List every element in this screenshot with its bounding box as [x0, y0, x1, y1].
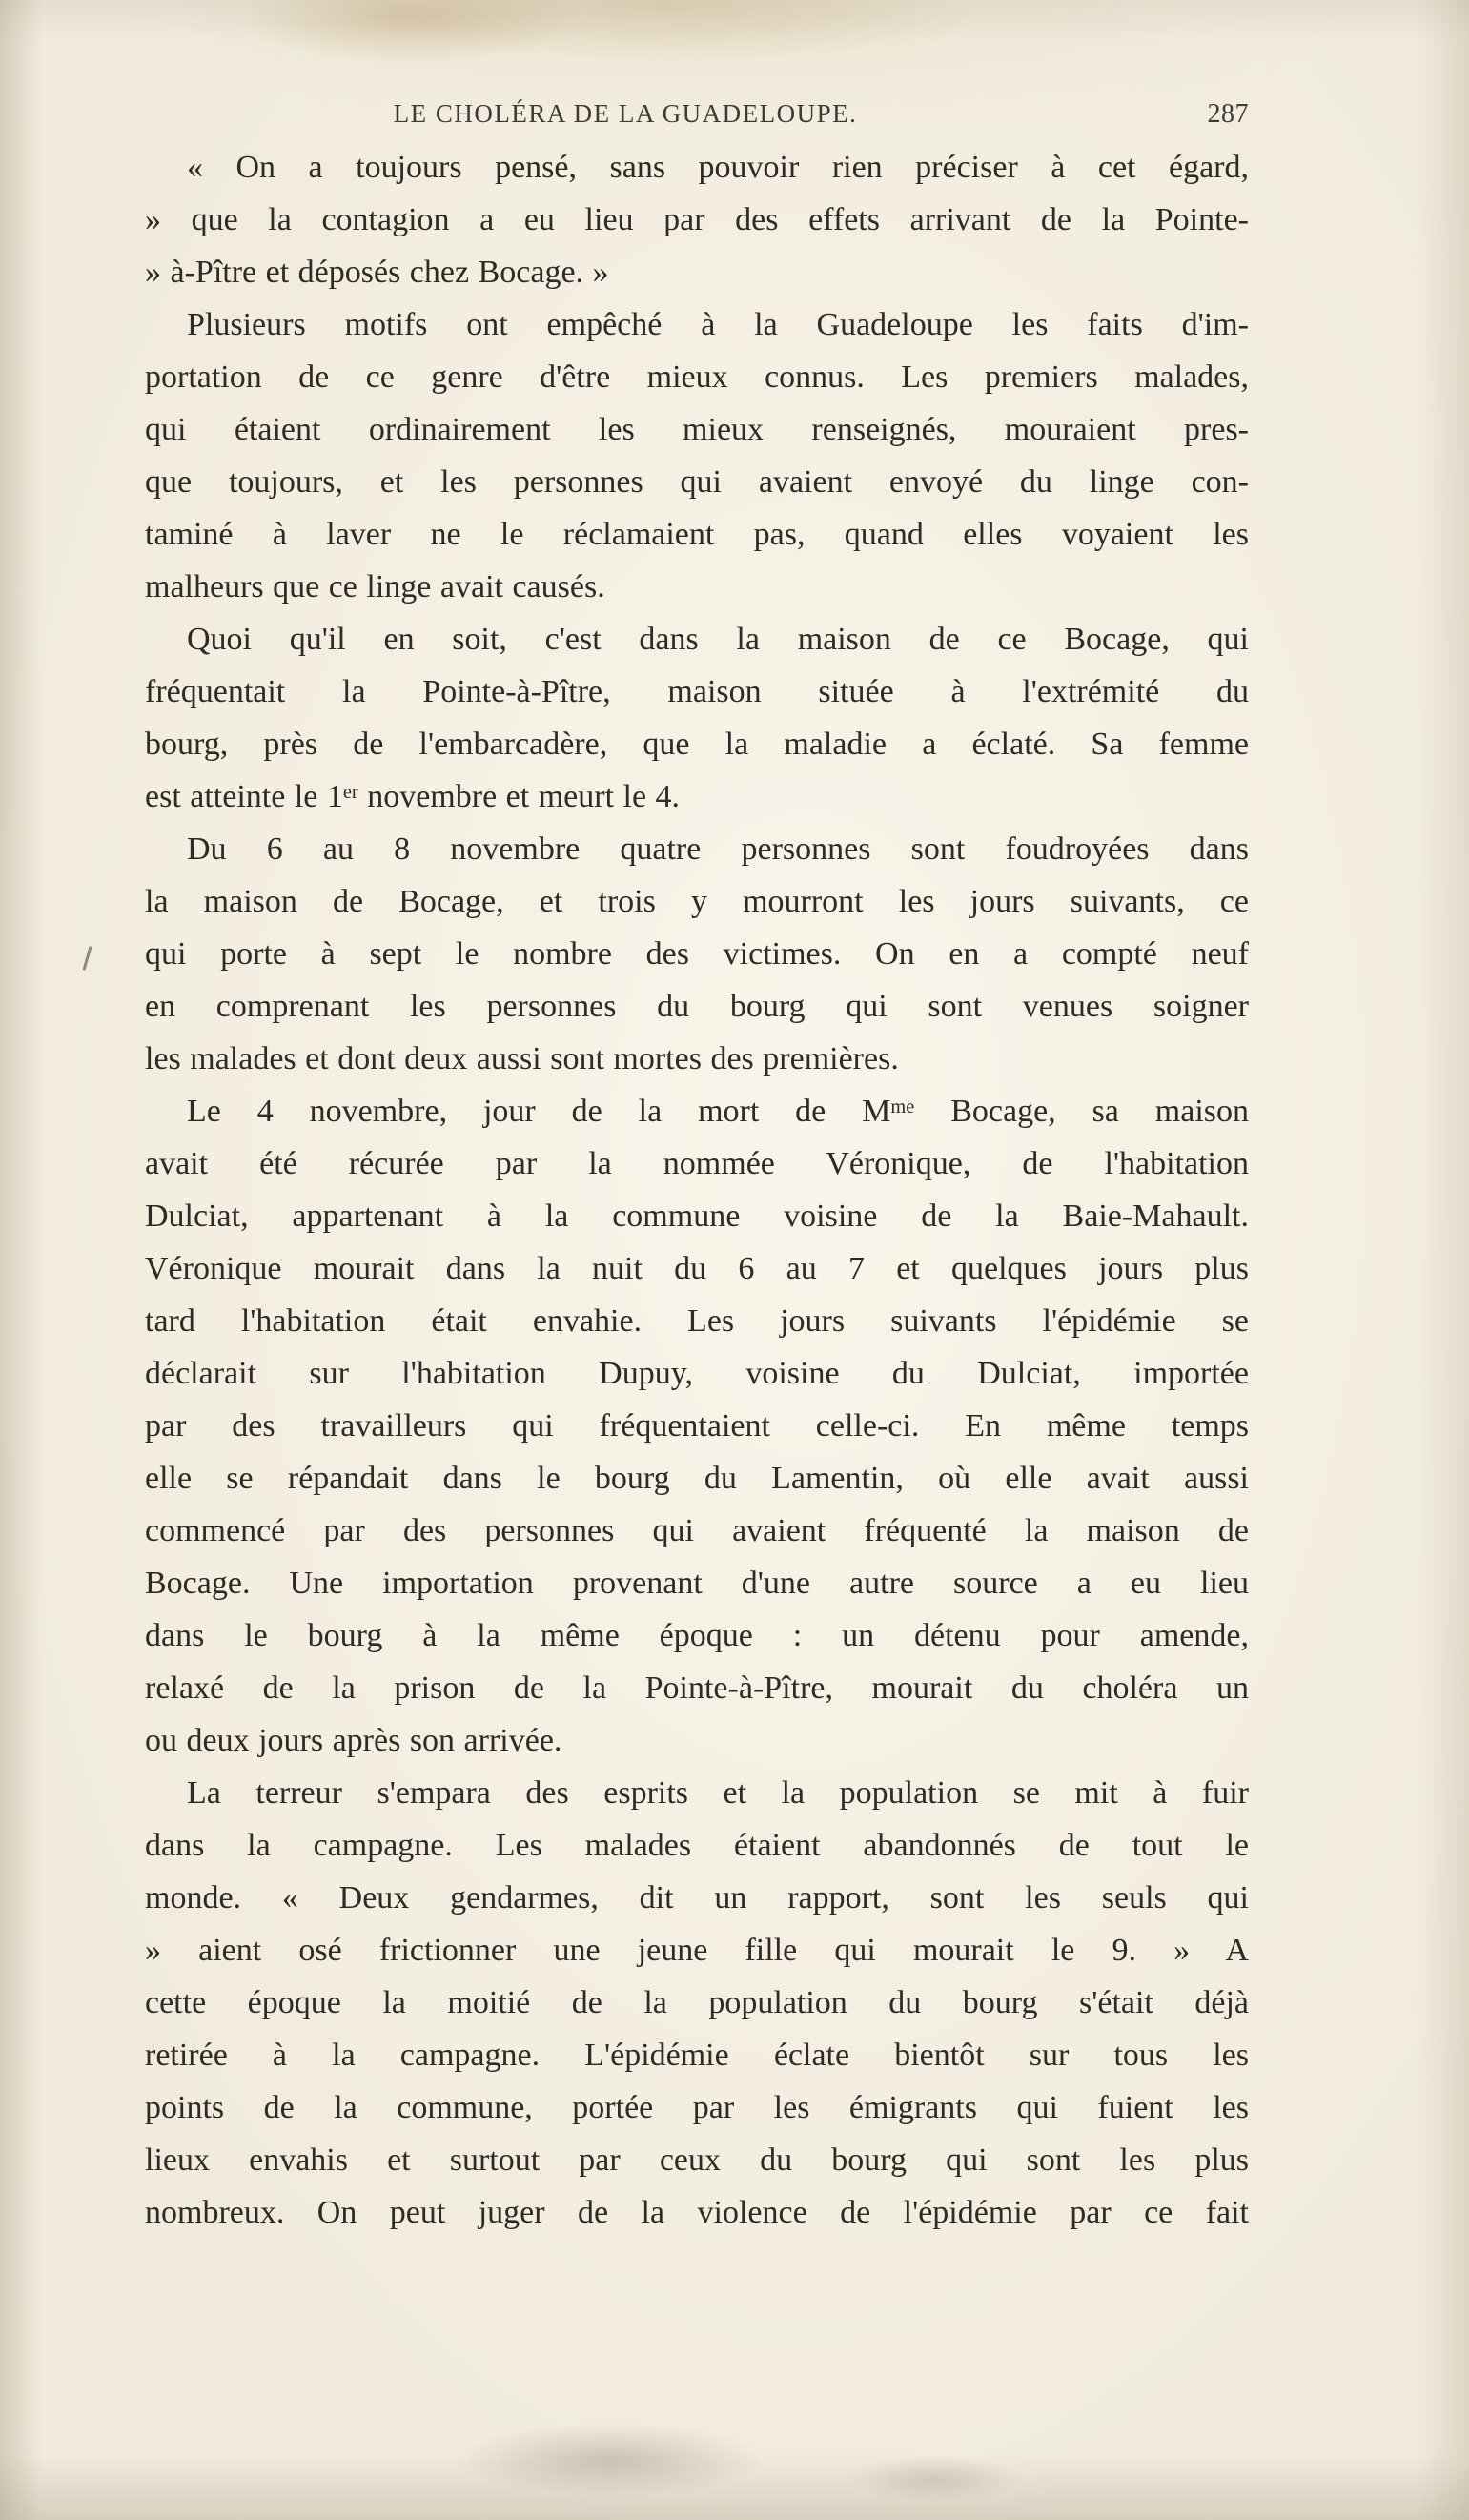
text-block	[145, 141, 1249, 2239]
page-title: LE CHOLÉRA DE LA GUADELOUPE.	[393, 99, 858, 128]
text-segment: est atteinte le 1	[145, 779, 343, 814]
text-line: par des travailleurs qui fréquentaient celle-ci. En même temps	[145, 1408, 1249, 1444]
text-line: Bocage. Une importation provenant d'une autre source a eu lieu	[145, 1566, 1249, 1601]
paragraph	[145, 298, 1249, 613]
text-line: elle se répandait dans le bourg du Lamentin, où elle avait aussi	[145, 1461, 1249, 1496]
text-line: qui porte à sept le nombre des victimes. On en a compté neuf	[145, 936, 1249, 972]
page-header	[145, 99, 1249, 137]
paragraph	[145, 1767, 1249, 2239]
text-line: tard l'habitation était envahie. Les jours suivants l'épidémie se	[145, 1303, 1249, 1339]
text-line: commencé par des personnes qui avaient fréquenté la maison de	[145, 1513, 1249, 1548]
text-line: que toujours, et les personnes qui avaient envoyé du linge con-	[145, 464, 1249, 500]
text-line: qui étaient ordinairement les mieux renseignés, mouraient pres-	[145, 412, 1249, 447]
text-line: Plusieurs motifs ont empêché à la Guadeloupe les faits d'im-	[187, 307, 1249, 342]
text-line: dans la campagne. Les malades étaient abandonnés de tout le	[145, 1828, 1249, 1863]
text-line: dans le bourg à la même époque : un détenu pour amende,	[145, 1618, 1249, 1653]
text-line: avait été récurée par la nommée Véronique, de l'habitation	[145, 1146, 1249, 1181]
paragraph	[145, 613, 1249, 823]
text-line: les malades et dont deux aussi sont mortes des premières.	[145, 1041, 899, 1076]
text-line: retirée à la campagne. L'épidémie éclate bientôt sur tous les	[145, 2038, 1249, 2073]
text-line: en comprenant les personnes du bourg qui sont venues soigner	[145, 989, 1249, 1024]
text-line: Quoi qu'il en soit, c'est dans la maison de ce Bocage, qui	[187, 622, 1249, 657]
text-line	[145, 1085, 1249, 1137]
text-line: nombreux. On peut juger de la violence de l'épidémie par ce fait	[145, 2195, 1249, 2230]
ink-speck	[82, 946, 92, 971]
text-line: cette époque la moitié de la population du bourg s'était déjà	[145, 1985, 1249, 2020]
text-line: bourg, près de l'embarcadère, que la maladie a éclaté. Sa femme	[145, 727, 1249, 762]
text-line: Dulciat, appartenant à la commune voisine de la Baie-Mahault.	[145, 1199, 1249, 1234]
page-number: 287	[1207, 99, 1249, 129]
text-segment: novembre et meurt le 4.	[357, 779, 681, 814]
text-segment: Le 4 novembre, jour de la mort de M	[187, 1094, 891, 1129]
paragraph	[145, 141, 1249, 298]
superscript: er	[342, 781, 358, 803]
text-line: Du 6 au 8 novembre quatre personnes sont foudroyées dans	[187, 831, 1249, 867]
text-line: lieux envahis et surtout par ceux du bourg qui sont les plus	[145, 2142, 1249, 2178]
paragraph	[145, 823, 1249, 1085]
superscript: me	[890, 1096, 915, 1117]
text-line: points de la commune, portée par les émigrants qui fuient les	[145, 2090, 1249, 2125]
paragraph	[145, 1085, 1249, 1767]
text-line: portation de ce genre d'être mieux connus. Les premiers malades,	[145, 359, 1249, 395]
text-line: malheurs que ce linge avait causés.	[145, 569, 605, 604]
text-segment: Bocage, sa maison	[914, 1094, 1249, 1129]
text-line: » à-Pître et déposés chez Bocage. »	[145, 255, 609, 290]
text-line: » aient osé frictionner une jeune fille qui mourait le 9. » A	[145, 1933, 1249, 1968]
text-line: ou deux jours après son arrivée.	[145, 1723, 562, 1758]
text-line: la maison de Bocage, et trois y mourront les jours suivants, ce	[145, 884, 1249, 919]
text-line: fréquentait la Pointe-à-Pître, maison située à l'extrémité du	[145, 674, 1249, 709]
text-line: » que la contagion a eu lieu par des effets arrivant de la Pointe-	[145, 202, 1249, 237]
text-line	[145, 770, 1249, 823]
text-line: Véronique mourait dans la nuit du 6 au 7 et quelques jours plus	[145, 1251, 1249, 1286]
text-line: déclarait sur l'habitation Dupuy, voisine du Dulciat, importée	[145, 1356, 1249, 1391]
text-line: monde. « Deux gendarmes, dit un rapport, sont les seuls qui	[145, 1880, 1249, 1916]
text-line: La terreur s'empara des esprits et la population se mit à fuir	[187, 1775, 1249, 1811]
text-line: « On a toujours pensé, sans pouvoir rien préciser à cet égard,	[187, 150, 1249, 185]
text-line: relaxé de la prison de la Pointe-à-Pître, mourait du choléra un	[145, 1670, 1249, 1706]
text-line: taminé à laver ne le réclamaient pas, quand elles voyaient les	[145, 517, 1249, 552]
